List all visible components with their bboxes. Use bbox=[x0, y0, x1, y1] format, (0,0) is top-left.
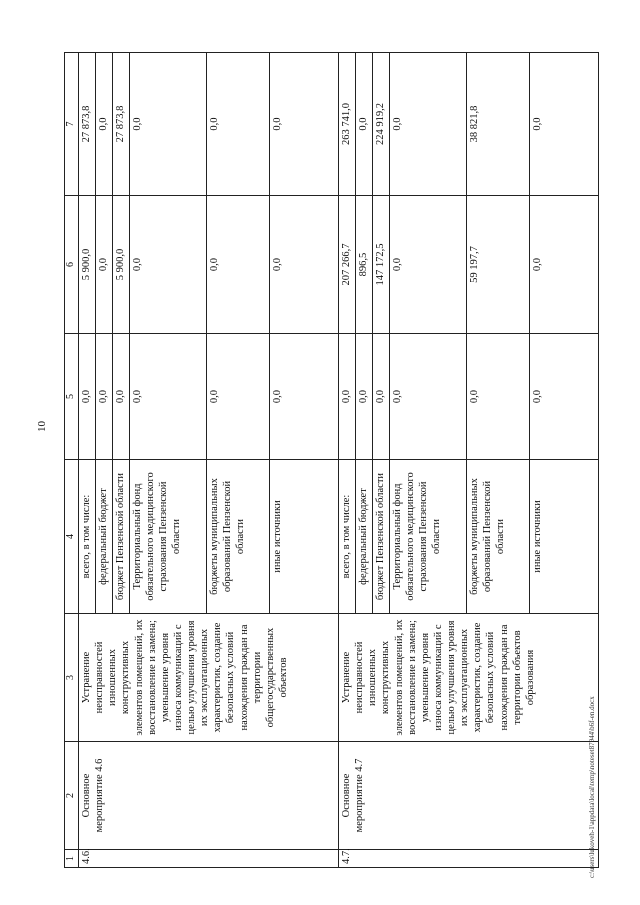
value-cell: 5 900,0 bbox=[113, 196, 130, 334]
funding-source-cell: бюджеты муниципальных образований Пензенской области bbox=[207, 460, 270, 614]
funding-source-cell: федеральный бюджет bbox=[356, 460, 373, 614]
value-cell: 224 919,2 bbox=[373, 53, 390, 196]
value-cell: 0,0 bbox=[467, 334, 530, 460]
footer-file-path: c:\users\lukoveh-1\appdata\local\temp\noteset87944\b6f-en.docx bbox=[588, 696, 596, 878]
table-body bbox=[65, 53, 599, 868]
row-number-cell: 4.7. bbox=[339, 850, 599, 868]
value-cell: 0,0 bbox=[79, 334, 96, 460]
funding-source-cell: Территориальный фонд обязательного медицинского страхования Пензенской области bbox=[390, 460, 467, 614]
value-cell: 0,0 bbox=[373, 334, 390, 460]
activity-name-cell: Основное мероприятие 4.6 bbox=[79, 742, 339, 850]
value-cell: 0,0 bbox=[96, 196, 113, 334]
value-cell: 5 900,0 bbox=[79, 196, 96, 334]
funding-source-cell: всего, в том числе: bbox=[79, 460, 96, 614]
header-cell: 3 bbox=[65, 614, 79, 742]
funding-source-cell: Территориальный фонд обязательного медицинского страхования Пензенской области bbox=[130, 460, 207, 614]
funding-source-cell: бюджет Пензенской области bbox=[113, 460, 130, 614]
value-cell: 0,0 bbox=[530, 334, 599, 460]
value-cell: 59 197,7 bbox=[467, 196, 530, 334]
value-cell: 0,0 bbox=[356, 334, 373, 460]
header-cell: 4 bbox=[65, 460, 79, 614]
header-cell: 5 bbox=[65, 334, 79, 460]
value-cell: 0,0 bbox=[96, 53, 113, 196]
value-cell: 0,0 bbox=[130, 53, 207, 196]
value-cell: 0,0 bbox=[390, 196, 467, 334]
value-cell: 147 172,5 bbox=[373, 196, 390, 334]
table-row bbox=[79, 53, 96, 868]
value-cell: 0,0 bbox=[207, 53, 270, 196]
value-cell: 0,0 bbox=[270, 196, 339, 334]
value-cell: 263 741,0 bbox=[339, 53, 356, 196]
funding-source-cell: иные источники bbox=[270, 460, 339, 614]
value-cell: 0,0 bbox=[530, 196, 599, 334]
budget-table bbox=[64, 52, 599, 868]
funding-source-cell: федеральный бюджет bbox=[96, 460, 113, 614]
funding-source-cell: иные источники bbox=[530, 460, 599, 614]
value-cell: 0,0 bbox=[339, 334, 356, 460]
value-cell: 0,0 bbox=[130, 196, 207, 334]
funding-source-cell: всего, в том числе: bbox=[339, 460, 356, 614]
table-row bbox=[339, 53, 356, 868]
funding-source-cell: бюджеты муниципальных образований Пензенской области bbox=[467, 460, 530, 614]
activity-name-cell: Основное мероприятие 4.7 bbox=[339, 742, 599, 850]
value-cell: 0,0 bbox=[130, 334, 207, 460]
value-cell: 27 873,8 bbox=[113, 53, 130, 196]
funding-source-cell: бюджет Пензенской области bbox=[373, 460, 390, 614]
value-cell: 0,0 bbox=[270, 334, 339, 460]
value-cell: 0,0 bbox=[270, 53, 339, 196]
activity-description-cell: Устранение неисправностей изношенных конструктивных элементов помещений, их восстановление и замена; уменьшение уровня износа коммуникаций с целью улучшения уровня их эксплуатационных характеристик, создание безопасных условий нахождения граждан на территории общегосударственных объектов bbox=[79, 614, 339, 742]
value-cell: 0,0 bbox=[96, 334, 113, 460]
value-cell: 0,0 bbox=[207, 196, 270, 334]
value-cell: 207 266,7 bbox=[339, 196, 356, 334]
header-row bbox=[65, 53, 79, 868]
value-cell: 0,0 bbox=[390, 53, 467, 196]
header-cell: 7 bbox=[65, 53, 79, 196]
header-cell: 6 bbox=[65, 196, 79, 334]
activity-description-cell: Устранение неисправностей изношенных конструктивных элементов помещений, их восстановление и замена; уменьшение уровня износа коммуникаций с целью улучшения уровня их эксплуатационных характеристик, создание безопасных условий нахождения граждан на территории объектов образования bbox=[339, 614, 599, 742]
value-cell: 0,0 bbox=[207, 334, 270, 460]
header-cell: 1 bbox=[65, 850, 79, 868]
page-number: 10 bbox=[36, 421, 48, 432]
value-cell: 27 873,8 bbox=[79, 53, 96, 196]
header-cell: 2 bbox=[65, 742, 79, 850]
value-cell: 38 821,8 bbox=[467, 53, 530, 196]
value-cell: 0,0 bbox=[530, 53, 599, 196]
value-cell: 896,5 bbox=[356, 196, 373, 334]
value-cell: 0,0 bbox=[390, 334, 467, 460]
row-number-cell: 4.6. bbox=[79, 850, 339, 868]
value-cell: 0,0 bbox=[356, 53, 373, 196]
rotated-table-container bbox=[64, 53, 569, 868]
value-cell: 0,0 bbox=[113, 334, 130, 460]
